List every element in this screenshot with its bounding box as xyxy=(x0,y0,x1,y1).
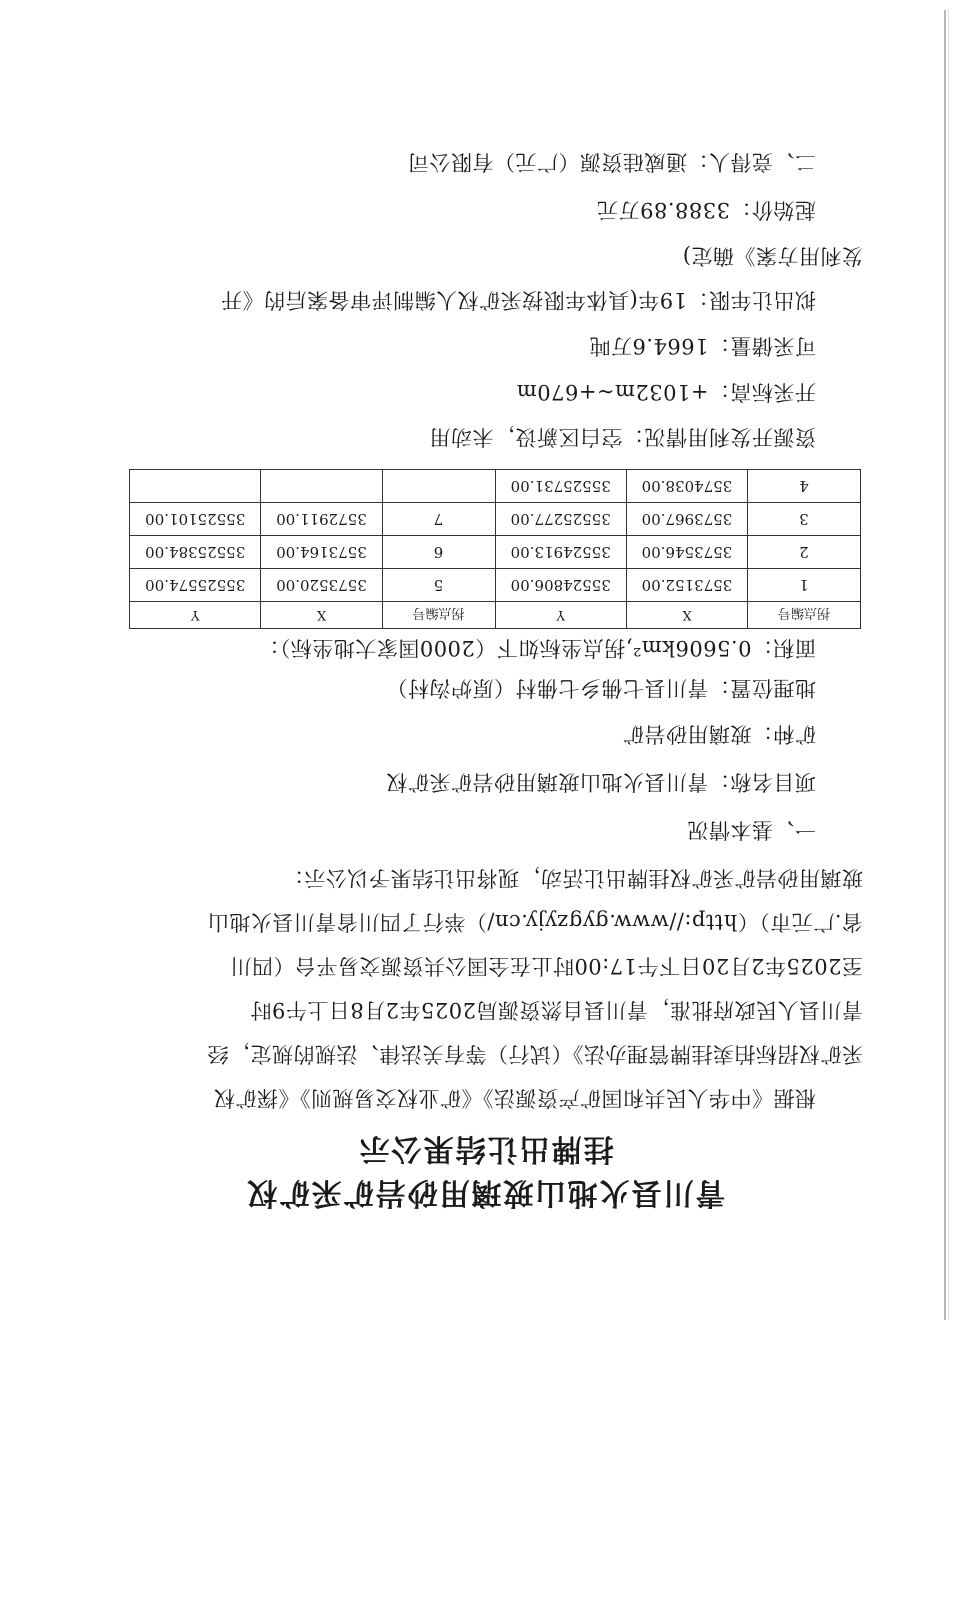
mineral-type: 矿种：玻璃用砂岩矿 xyxy=(622,722,816,746)
intro-line-6: 玻璃用砂岩矿采矿权挂牌出让活动，现将出让结果予以公示： xyxy=(282,866,863,890)
table-cell: 3572911.00 xyxy=(261,503,382,536)
location: 地理位置：青川县七佛乡七佛村（原炉沟村） xyxy=(386,676,816,700)
table-cell: 4 xyxy=(748,470,861,503)
term-line-2: 发利用方案》确定) xyxy=(682,244,863,268)
table-cell: 3 xyxy=(748,503,861,536)
table-cell: 3573164.00 xyxy=(261,536,382,569)
table-cell: 2 xyxy=(748,536,861,569)
table-cell: 6 xyxy=(382,536,495,569)
intro-line-2: 采矿权招标拍卖挂牌管理办法》（试行）等有关法律、法规的规定，经 xyxy=(207,1042,863,1066)
header-x: X xyxy=(626,602,747,629)
table-cell: 5 xyxy=(382,569,495,602)
table-cell: 35525101.00 xyxy=(130,503,261,536)
project-name: 项目名称：青川县火地山玻璃用砂岩矿采矿权 xyxy=(386,770,816,794)
term-line-1: 拟出让年限：19年(具体年限按采矿权人编制评审备案后的《开 xyxy=(220,288,816,312)
resource-status: 资源开发利用情况：空白区新设，未动用 xyxy=(429,425,816,449)
table-header-row xyxy=(130,602,861,629)
intro-line-3: 青川县人民政府批准，青川县自然资源局2025年2月8日上午9时 xyxy=(249,998,863,1022)
table-cell: 35525384.00 xyxy=(130,536,261,569)
table-row xyxy=(130,569,861,602)
table-cell xyxy=(130,470,261,503)
table-cell: 35525574.00 xyxy=(130,569,261,602)
section-2-heading: 二、竞得人：通威硅资源（广元）有限公司 xyxy=(407,150,816,174)
document-subtitle: 挂牌出让结果公示 xyxy=(357,1131,614,1166)
header-y: Y xyxy=(495,602,626,629)
coordinate-table xyxy=(129,469,861,629)
section-1-heading: 一、基本情况 xyxy=(687,818,816,842)
table-row xyxy=(130,470,861,503)
table-row xyxy=(130,536,861,569)
table-cell: 35524806.00 xyxy=(495,569,626,602)
area-line: 面积：0.5606km²,拐点坐标如下（2000国家大地坐标）： xyxy=(257,636,816,660)
mining-elevation: 开采标高：+1032m~+670m xyxy=(516,380,816,404)
table-cell: 35524913.00 xyxy=(495,536,626,569)
table-cell xyxy=(382,470,495,503)
table-row xyxy=(130,503,861,536)
header-point-no: 拐点编号 xyxy=(748,602,861,629)
intro-line-4: 至2025年2月20日下午17:00时止在全国公共资源交易平台（四川 xyxy=(229,954,863,978)
table-cell: 3573152.00 xyxy=(626,569,747,602)
table-cell xyxy=(261,470,382,503)
header-x-2: X xyxy=(261,602,382,629)
reserves: 可采储量：1664.6万吨 xyxy=(589,334,816,358)
intro-line-1: 根据《中华人民共和国矿产资源法》《矿业权交易规则》《探矿权 xyxy=(213,1086,816,1110)
table-cell: 3573520.00 xyxy=(261,569,382,602)
table-cell: 3573967.00 xyxy=(626,503,747,536)
document-title: 青川县火地山玻璃用砂岩矿采矿权 xyxy=(245,1175,726,1210)
header-y-2: Y xyxy=(130,602,261,629)
table-cell: 3573546.00 xyxy=(626,536,747,569)
table-cell: 1 xyxy=(748,569,861,602)
table-cell: 35525277.00 xyxy=(495,503,626,536)
intro-line-5: 省.广元市）（http://www.gygzyjy.cn/）举行了四川省青川县火地山 xyxy=(207,910,863,934)
table-cell: 3574038.00 xyxy=(626,470,747,503)
start-price: 起始价：3388.89万元 xyxy=(596,198,816,222)
table-cell: 35525731.00 xyxy=(495,470,626,503)
table-cell: 7 xyxy=(382,503,495,536)
header-point-no-2: 拐点编号 xyxy=(382,602,495,629)
